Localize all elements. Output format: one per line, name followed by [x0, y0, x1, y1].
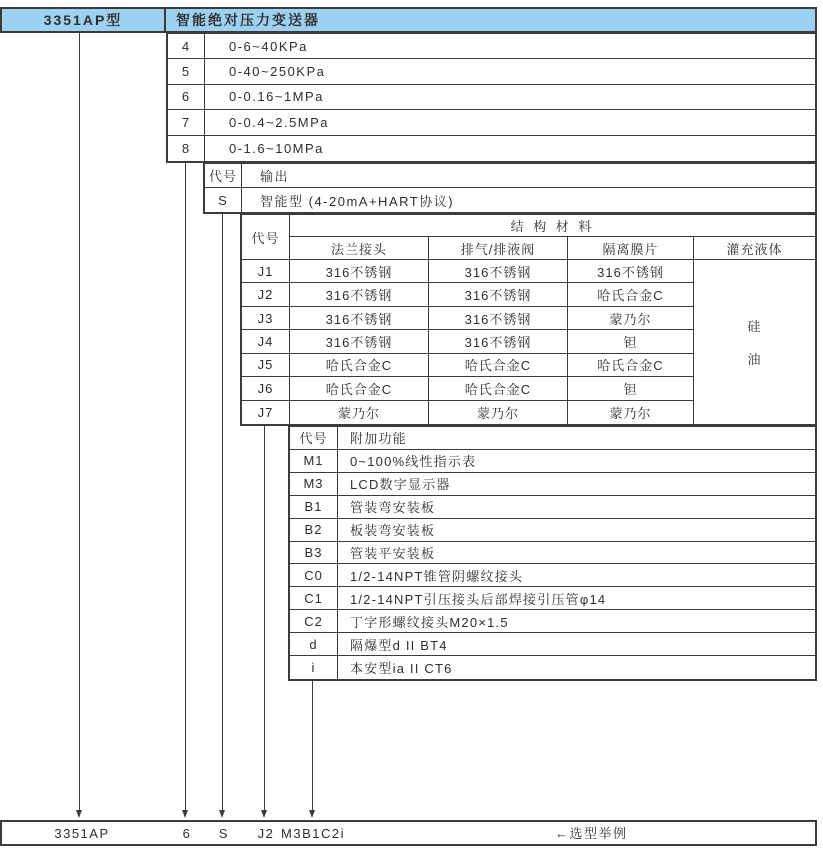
- options-table: [288, 425, 817, 681]
- table-row: [290, 564, 815, 587]
- option-label: 隔爆型d II BT4: [338, 633, 815, 656]
- option-label: LCD数字显示器: [338, 473, 815, 496]
- material-code: J3: [242, 307, 290, 330]
- material-diaphragm: 蒙乃尔: [568, 401, 694, 424]
- output-table: [203, 162, 817, 214]
- material-diaphragm: 316不锈钢: [568, 260, 694, 283]
- connector-line-material: [264, 426, 265, 810]
- table-row: [290, 496, 815, 519]
- material-diaphragm: 蒙乃尔: [568, 307, 694, 330]
- option-code: C2: [290, 610, 338, 633]
- material-flange: 316不锈钢: [290, 260, 429, 283]
- down-arrow-icon: [76, 810, 82, 818]
- down-arrow-icon: [219, 810, 225, 818]
- material-vent: 316不锈钢: [429, 283, 568, 306]
- material-vent: 316不锈钢: [429, 260, 568, 283]
- table-row: [290, 473, 815, 496]
- material-code: J5: [242, 354, 290, 377]
- range-value: 0-0.4~2.5MPa: [205, 110, 815, 135]
- table-row: [290, 542, 815, 565]
- material-vent: 哈氏合金C: [429, 377, 568, 400]
- column-header-fill: 灌充液体: [694, 237, 815, 260]
- option-label: 管装平安装板: [338, 542, 815, 565]
- example-material: J2: [257, 826, 275, 841]
- material-code: J2: [242, 283, 290, 306]
- output-label: 智能型 (4-20mA+HART协议): [260, 193, 455, 209]
- model-code-cell: 3351AP型: [2, 9, 166, 31]
- table-row: [290, 633, 815, 656]
- table-header-row: [290, 427, 815, 450]
- connector-line-model: [79, 33, 80, 810]
- table-row: [290, 610, 815, 633]
- column-header-diaphragm: 隔离膜片: [568, 237, 694, 260]
- range-code: 4: [168, 34, 205, 59]
- option-label: 1/2-14NPT引压接头后部焊接引压管φ14: [338, 587, 815, 610]
- option-code: B1: [290, 496, 338, 519]
- material-flange: 316不锈钢: [290, 330, 429, 353]
- range-value: 0-40~250KPa: [205, 59, 815, 84]
- materials-group-header: 结 构 材 料: [290, 215, 815, 237]
- table-header-row: [205, 164, 815, 188]
- down-arrow-icon: [309, 810, 315, 818]
- output-header: 输出: [242, 164, 815, 188]
- option-label: 管装弯安装板: [338, 496, 815, 519]
- output-code: S: [205, 188, 242, 212]
- option-label: 丁字形螺纹接头M20×1.5: [338, 610, 815, 633]
- example-range: 6: [182, 826, 192, 841]
- connector-line-output: [222, 214, 223, 810]
- table-row: [290, 519, 815, 542]
- connector-line-range: [185, 163, 186, 810]
- down-arrow-icon: [182, 810, 188, 818]
- material-diaphragm: 哈氏合金C: [568, 354, 694, 377]
- example-output: S: [218, 826, 230, 841]
- material-flange: 哈氏合金C: [290, 377, 429, 400]
- option-code: i: [290, 656, 338, 679]
- material-code: J4: [242, 330, 290, 353]
- range-code: 7: [168, 110, 205, 135]
- table-row: [168, 110, 815, 135]
- example-options: M3B1C2i: [281, 826, 345, 841]
- materials-table: [240, 213, 817, 426]
- material-vent: 哈氏合金C: [429, 354, 568, 377]
- options-header: 附加功能: [338, 427, 815, 450]
- material-vent: 蒙乃尔: [429, 401, 568, 424]
- material-flange: 316不锈钢: [290, 307, 429, 330]
- option-code: B2: [290, 519, 338, 542]
- material-diaphragm: 钽: [568, 377, 694, 400]
- connector-line-options: [312, 681, 313, 810]
- option-code: C0: [290, 564, 338, 587]
- range-code: 8: [168, 136, 205, 161]
- table-row: [168, 85, 815, 110]
- table-row: [168, 59, 815, 84]
- option-label: 板装弯安装板: [338, 519, 815, 542]
- pressure-range-table: [166, 32, 817, 163]
- material-diaphragm: 钽: [568, 330, 694, 353]
- material-code: J6: [242, 377, 290, 400]
- material-code: J1: [242, 260, 290, 283]
- example-model: 3351AP: [54, 826, 110, 841]
- material-vent: 316不锈钢: [429, 330, 568, 353]
- material-diaphragm: 哈氏合金C: [568, 283, 694, 306]
- table-row: [290, 656, 815, 679]
- option-label: 本安型ia II CT6: [350, 661, 453, 677]
- material-code: J7: [242, 401, 290, 424]
- range-value: 0-1.6~10MPa: [229, 140, 324, 156]
- option-label: 1/2-14NPT锥管阴螺纹接头: [338, 564, 815, 587]
- fill-fluid-line: 硅: [747, 319, 762, 334]
- option-code: M1: [290, 450, 338, 473]
- fill-fluid-cell: [694, 260, 815, 424]
- option-code: B3: [290, 542, 338, 565]
- code-header: 代号: [205, 164, 242, 188]
- option-label: 0~100%线性指示表: [338, 450, 815, 473]
- column-header-vent: 排气/排液阀: [429, 237, 568, 260]
- range-value: 0-6~40KPa: [205, 34, 815, 59]
- option-code: C1: [290, 587, 338, 610]
- down-arrow-icon: [261, 810, 267, 818]
- example-note: ←选型举例: [555, 826, 628, 841]
- product-name-cell: 智能绝对压力变送器: [176, 12, 320, 28]
- material-flange: 哈氏合金C: [290, 354, 429, 377]
- material-flange: 蒙乃尔: [290, 401, 429, 424]
- range-value: 0-0.16~1MPa: [205, 85, 815, 110]
- column-header-flange: 法兰接头: [290, 237, 429, 260]
- range-code: 5: [168, 59, 205, 84]
- option-code: M3: [290, 473, 338, 496]
- table-row: [168, 34, 815, 59]
- table-row: [290, 587, 815, 610]
- table-row: [290, 450, 815, 473]
- range-code: 6: [168, 85, 205, 110]
- material-flange: 316不锈钢: [290, 283, 429, 306]
- material-vent: 316不锈钢: [429, 307, 568, 330]
- table-row: [168, 136, 815, 161]
- code-header: 代号: [242, 215, 290, 260]
- fill-fluid-line: 油: [747, 352, 762, 367]
- option-code: d: [290, 633, 338, 656]
- table-row: [205, 188, 815, 212]
- chart-header: [0, 7, 817, 33]
- example-row: [0, 820, 817, 846]
- code-header: 代号: [290, 427, 338, 450]
